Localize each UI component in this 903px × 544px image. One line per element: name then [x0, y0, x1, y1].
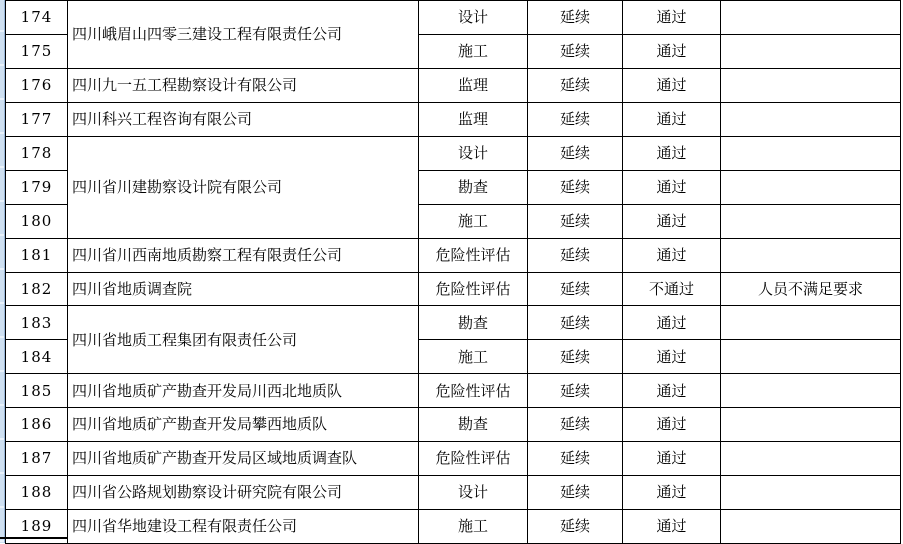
remark-cell[interactable]: [721, 170, 901, 204]
review-result-cell[interactable]: 通过: [623, 204, 721, 238]
review-result-cell[interactable]: 通过: [623, 442, 721, 476]
review-result-cell[interactable]: 通过: [623, 510, 721, 544]
remark-cell[interactable]: [721, 374, 901, 408]
company-name-cell[interactable]: 四川省地质矿产勘查开发局区域地质调查队: [68, 442, 419, 476]
table-row: [6, 272, 901, 306]
row-number-cell[interactable]: 176: [6, 68, 68, 102]
row-number-cell[interactable]: 184: [6, 340, 68, 374]
table-row: [6, 374, 901, 408]
table-row: [6, 102, 901, 136]
strip-gridline: [0, 404, 4, 406]
review-result-cell[interactable]: 通过: [623, 306, 721, 340]
review-result-cell[interactable]: 通过: [623, 374, 721, 408]
remark-cell[interactable]: [721, 442, 901, 476]
qualification-category-cell[interactable]: 勘查: [419, 170, 528, 204]
company-name-cell[interactable]: 四川省地质矿产勘查开发局攀西地质队: [68, 408, 419, 442]
company-name-cell[interactable]: 四川省地质矿产勘查开发局川西北地质队: [68, 374, 419, 408]
company-name-cell[interactable]: 四川科兴工程咨询有限公司: [68, 102, 419, 136]
row-number-cell[interactable]: 175: [6, 34, 68, 68]
row-number-cell[interactable]: 180: [6, 204, 68, 238]
remark-cell[interactable]: [721, 68, 901, 102]
application-item-cell[interactable]: 延续: [528, 340, 623, 374]
application-item-cell[interactable]: 延续: [528, 34, 623, 68]
remark-cell[interactable]: [721, 340, 901, 374]
table-row: [6, 510, 901, 544]
company-name-cell[interactable]: 四川省公路规划勘察设计研究院有限公司: [68, 476, 419, 510]
table-row: [6, 442, 901, 476]
review-result-cell[interactable]: 通过: [623, 34, 721, 68]
company-name-cell[interactable]: 四川省地质调查院: [68, 272, 419, 306]
remark-cell[interactable]: [721, 102, 901, 136]
review-result-cell[interactable]: 通过: [623, 102, 721, 136]
application-item-cell[interactable]: 延续: [528, 408, 623, 442]
remark-cell[interactable]: [721, 238, 901, 272]
strip-gridline: [0, 302, 4, 304]
qualification-review-table: [5, 0, 901, 544]
qualification-category-cell[interactable]: 监理: [419, 68, 528, 102]
row-number-cell[interactable]: 188: [6, 476, 68, 510]
strip-gridline: [0, 506, 4, 508]
remark-cell[interactable]: [721, 306, 901, 340]
application-item-cell[interactable]: 延续: [528, 374, 623, 408]
remark-cell[interactable]: [721, 510, 901, 544]
strip-gridline: [0, 98, 4, 100]
application-item-cell[interactable]: 延续: [528, 68, 623, 102]
row-number-cell[interactable]: 179: [6, 170, 68, 204]
strip-gridline: [0, 438, 4, 440]
table-row: [6, 408, 901, 442]
remark-cell[interactable]: [721, 476, 901, 510]
qualification-category-cell[interactable]: 危险性评估: [419, 374, 528, 408]
review-result-cell[interactable]: 通过: [623, 136, 721, 170]
strip-gridline: [0, 166, 4, 168]
company-name-cell[interactable]: 四川省川建勘察设计院有限公司: [68, 136, 419, 238]
application-item-cell[interactable]: 延续: [528, 102, 623, 136]
remark-cell[interactable]: 人员不满足要求: [721, 272, 901, 306]
table-row: [6, 306, 901, 340]
number-cell-bottom-border: [0, 537, 68, 539]
qualification-category-cell[interactable]: 危险性评估: [419, 272, 528, 306]
table-row: [6, 238, 901, 272]
strip-gridline: [0, 336, 4, 338]
qualification-category-cell[interactable]: 危险性评估: [419, 442, 528, 476]
review-result-cell[interactable]: 通过: [623, 408, 721, 442]
qualification-category-cell[interactable]: 勘查: [419, 306, 528, 340]
row-number-cell[interactable]: 189: [6, 510, 68, 544]
remark-cell[interactable]: [721, 34, 901, 68]
strip-gridline: [0, 268, 4, 270]
row-number-cell[interactable]: 182: [6, 272, 68, 306]
strip-gridline: [0, 234, 4, 236]
company-name-cell[interactable]: 四川九一五工程勘察设计有限公司: [68, 68, 419, 102]
application-item-cell[interactable]: 延续: [528, 272, 623, 306]
remark-cell[interactable]: [721, 408, 901, 442]
strip-gridline: [0, 472, 4, 474]
row-number-cell[interactable]: 174: [6, 1, 68, 35]
application-item-cell[interactable]: 延续: [528, 442, 623, 476]
review-result-cell[interactable]: 通过: [623, 68, 721, 102]
qualification-category-cell[interactable]: 勘查: [419, 408, 528, 442]
strip-gridline: [0, 370, 4, 372]
review-result-cell[interactable]: 通过: [623, 340, 721, 374]
row-number-cell[interactable]: 183: [6, 306, 68, 340]
row-number-cell[interactable]: 178: [6, 136, 68, 170]
strip-gridline: [0, 132, 4, 134]
qualification-category-cell[interactable]: 施工: [419, 34, 528, 68]
strip-gridline: [0, 540, 4, 542]
company-name-cell[interactable]: 四川省川西南地质勘察工程有限责任公司: [68, 238, 419, 272]
row-number-cell[interactable]: 187: [6, 442, 68, 476]
remark-cell[interactable]: [721, 1, 901, 35]
qualification-category-cell[interactable]: 施工: [419, 204, 528, 238]
table-row: [6, 476, 901, 510]
review-result-cell[interactable]: 通过: [623, 238, 721, 272]
company-name-cell[interactable]: 四川峨眉山四零三建设工程有限责任公司: [68, 1, 419, 69]
row-number-cell[interactable]: 186: [6, 408, 68, 442]
row-number-cell[interactable]: 185: [6, 374, 68, 408]
qualification-category-cell[interactable]: 施工: [419, 340, 528, 374]
application-item-cell[interactable]: 延续: [528, 238, 623, 272]
table-row: [6, 68, 901, 102]
qualification-category-cell[interactable]: 危险性评估: [419, 238, 528, 272]
row-number-cell[interactable]: 181: [6, 238, 68, 272]
table-row: [6, 1, 901, 35]
application-item-cell[interactable]: 延续: [528, 476, 623, 510]
qualification-category-cell[interactable]: 设计: [419, 136, 528, 170]
application-item-cell[interactable]: 延续: [528, 306, 623, 340]
application-item-cell[interactable]: 延续: [528, 1, 623, 35]
application-item-cell[interactable]: 延续: [528, 170, 623, 204]
qualification-category-cell[interactable]: 设计: [419, 1, 528, 35]
remark-cell[interactable]: [721, 136, 901, 170]
company-name-cell[interactable]: 四川省华地建设工程有限责任公司: [68, 510, 419, 544]
qualification-category-cell[interactable]: 施工: [419, 510, 528, 544]
review-result-cell[interactable]: 通过: [623, 476, 721, 510]
table-row: [6, 136, 901, 170]
application-item-cell[interactable]: 延续: [528, 510, 623, 544]
review-result-cell[interactable]: 不通过: [623, 272, 721, 306]
row-number-cell[interactable]: 177: [6, 102, 68, 136]
qualification-category-cell[interactable]: 设计: [419, 476, 528, 510]
review-result-cell[interactable]: 通过: [623, 170, 721, 204]
qualification-category-cell[interactable]: 监理: [419, 102, 528, 136]
application-item-cell[interactable]: 延续: [528, 204, 623, 238]
review-result-cell[interactable]: 通过: [623, 1, 721, 35]
strip-gridline: [0, 200, 4, 202]
strip-gridline: [0, 64, 4, 66]
company-name-cell[interactable]: 四川省地质工程集团有限责任公司: [68, 306, 419, 374]
remark-cell[interactable]: [721, 204, 901, 238]
strip-gridline: [0, 30, 4, 32]
application-item-cell[interactable]: 延续: [528, 136, 623, 170]
